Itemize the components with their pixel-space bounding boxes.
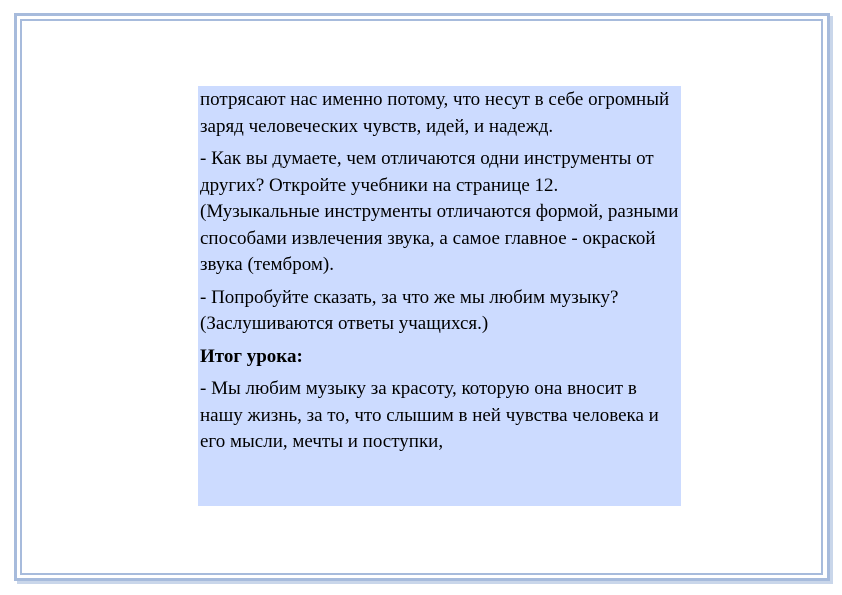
paragraph-summary: - Мы любим музыку за красоту, которую она вносит в нашу жизнь, за то, что слышим в ней чувства человека и его мысли, мечты и поступки,: [200, 378, 659, 452]
paragraph-instruments-question: - Как вы думаете, чем отличаются одни инструменты от других? Откройте учебники на странице 12. (Музыкальные инструменты отличаются формой, разными способами извлечения звука, а самое главное - окраской звука (тембром).: [200, 148, 679, 275]
paragraph-intro: потрясают нас именно потому, что несут в себе огромный заряд человеческих чувств, идей, и надежд.: [200, 89, 670, 137]
paragraph-why-love-music: - Попробуйте сказать, за что же мы любим музыку? (Заслушиваются ответы учащихся.): [200, 286, 619, 334]
frame-shadow-right: [830, 16, 833, 582]
lesson-summary-heading: Итог урока:: [200, 345, 303, 367]
slide-text-block: [198, 86, 681, 506]
frame-shadow-bottom: [17, 581, 833, 584]
